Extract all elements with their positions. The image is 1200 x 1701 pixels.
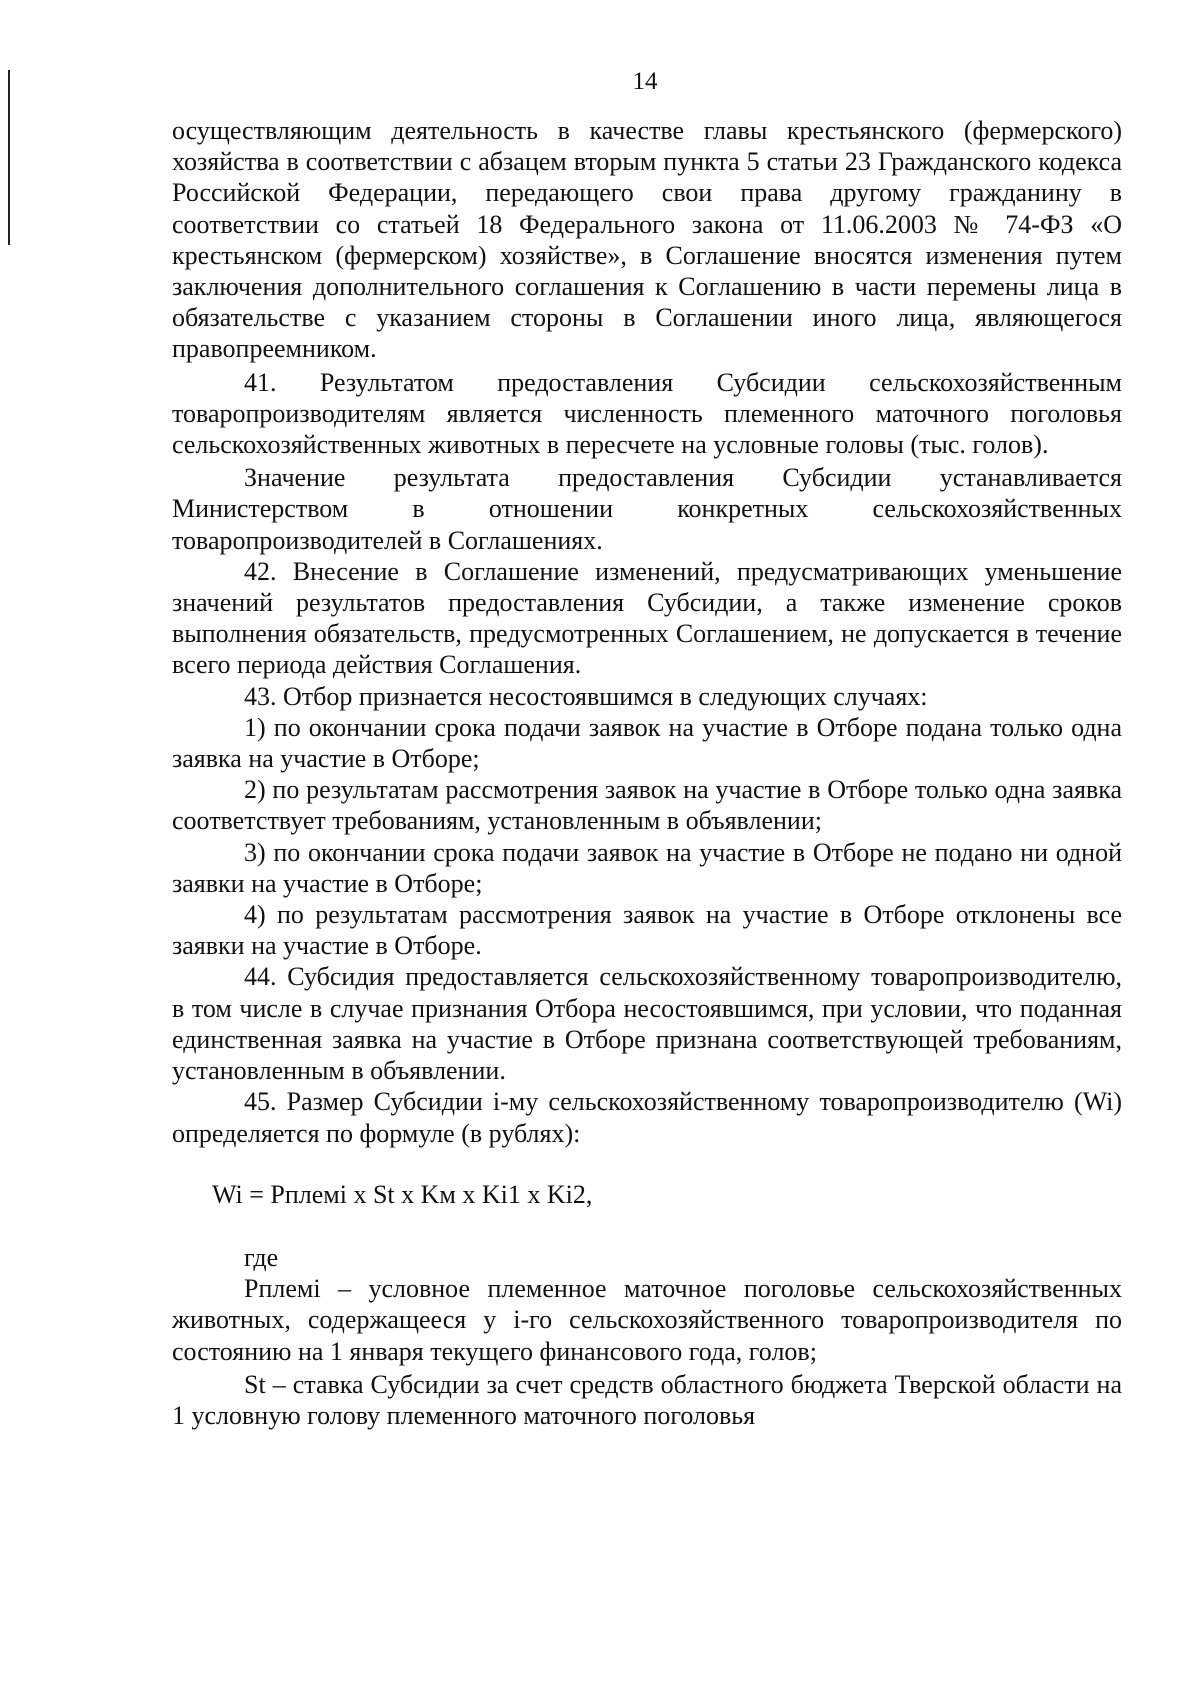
subsidy-formula: Wi = Рплемi x St x Kм x Ki1 x Ki2,: [212, 1179, 593, 1209]
paragraph-43-item-3: 3) по окончании срока подачи заявок на участие в Отборе не подано ни одной заявки на участие в Отборе;: [172, 837, 1122, 898]
paragraph-43-item-1: 1) по окончании срока подачи заявок на участие в Отборе подана только одна заявка на участие в Отборе;: [172, 712, 1122, 774]
paragraph-41: 41. Результатом предоставления Субсидии сельскохозяйственным товаропроизводителям является численность племенного маточного поголовья сельскохозяйственных животных в пересчете на условные головы (тыс. голов).: [172, 367, 1122, 460]
paragraph-43-item-2: 2) по результатам рассмотрения заявок на участие в Отборе только одна заявка соответствует требованиям, установленным в объявлении;: [172, 775, 1122, 836]
scan-edge-line: [8, 70, 10, 245]
page-number: 14: [632, 68, 658, 95]
where-label: где: [244, 1242, 279, 1272]
paragraph-43: 43. Отбор признается несостоявшимся в следующих случаях:: [244, 681, 928, 711]
document-body: [172, 115, 1122, 1431]
paragraph-41-value: Значение результата предоставления Субсидии устанавливается Министерством в отношении конкретных сельскохозяйственных товаропроизводителей в Соглашениях.: [172, 463, 1122, 555]
paragraph-44: 44. Субсидия предоставляется сельскохозяйственному товаропроизводителю, в том числе в случае признания Отбора несостоявшимся, при условии, что поданная единственная заявка на участие в Отборе признана соответствующей требованиям, установленным в объявлении.: [172, 962, 1122, 1086]
paragraph-continuation: осуществляющим деятельность в качестве главы крестьянского (фермерского) хозяйства в соответствии с абзацем вторым пункта 5 статьи 23 Гражданского кодекса Российской Федерации, передающего свои права другому гражданину в соответствии со статьей 18 Федерального закона от 11.06.2003 № 74-ФЗ «О крестьянском (фермерском) хозяйстве», в Соглашение вносятся изменения путем заключения дополнительного соглашения к Соглашению в части перемены лица в обязательстве с указанием стороны в Соглашении иного лица, являющегося правопреемником.: [172, 116, 1122, 364]
paragraph-45: 45. Размер Субсидии i-му сельскохозяйственному товаропроизводителю (Wi) определяется по формуле (в рублях):: [172, 1087, 1122, 1148]
paragraph-43-item-4: 4) по результатам рассмотрения заявок на участие в Отборе отклонены все заявки на участие в Отборе.: [172, 900, 1122, 961]
definition-st: St – ставка Субсидии за счет средств областного бюджета Тверской области на 1 условную голову племенного маточного поголовья: [172, 1369, 1122, 1430]
paragraph-42: 42. Внесение в Соглашение изменений, предусматривающих уменьшение значений результатов предоставления Субсидии, а также изменение сроков выполнения обязательств, предусмотренных Соглашением, не допускается в течение всего периода действия Соглашения.: [172, 556, 1122, 680]
definition-rplem: Рплемi – условное племенное маточное поголовье сельскохозяйственных животных, содержащееся у i-го сельскохозяйственного товаропроизводителя по состоянию на 1 января текущего финансового года, голов;: [172, 1274, 1122, 1366]
